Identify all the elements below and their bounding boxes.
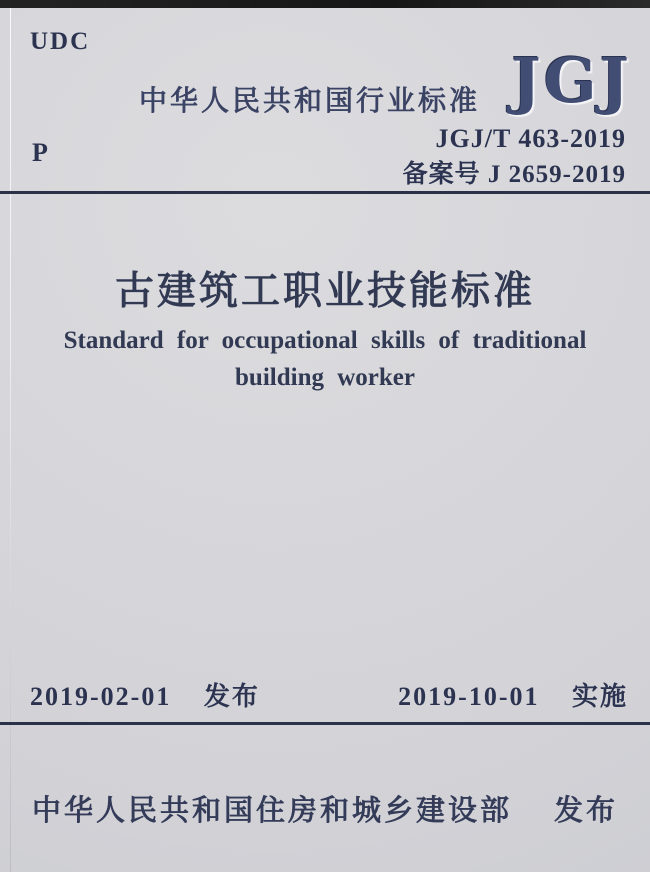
publisher-row xyxy=(0,788,650,829)
page-edge-line xyxy=(10,8,11,872)
p-classification-mark: P xyxy=(32,138,48,167)
title-english-line2: building worker xyxy=(235,364,415,391)
cover-page xyxy=(0,8,650,872)
implement-date: 2019-10-01 xyxy=(398,682,540,711)
title-english-line1: Standard for occupational skills of traditional xyxy=(63,327,587,354)
udc-mark: UDC xyxy=(30,28,91,55)
issue-date: 2019-02-01 xyxy=(30,682,172,711)
standard-category-title: 中华人民共和国行业标准 xyxy=(139,86,481,117)
title-chinese: 古建筑工职业技能标准 xyxy=(114,270,535,313)
photo-background-edge xyxy=(0,0,650,8)
dates-row xyxy=(0,676,650,711)
title-english xyxy=(0,322,650,396)
header-divider-rule xyxy=(0,191,650,194)
record-number: 备案号 J 2659-2019 xyxy=(402,161,626,188)
issue-label: 发布 xyxy=(203,682,260,711)
issue-date-group xyxy=(30,676,260,713)
publish-label: 发布 xyxy=(554,795,619,827)
implement-label: 实施 xyxy=(571,682,628,711)
jgj-logo: JGJ xyxy=(511,44,632,117)
implement-date-group xyxy=(398,676,628,713)
publisher-name: 中华人民共和国住房和城乡建设部 xyxy=(31,795,512,827)
standard-number: JGJ/T 463-2019 xyxy=(435,124,626,153)
footer-divider-rule xyxy=(0,722,650,725)
